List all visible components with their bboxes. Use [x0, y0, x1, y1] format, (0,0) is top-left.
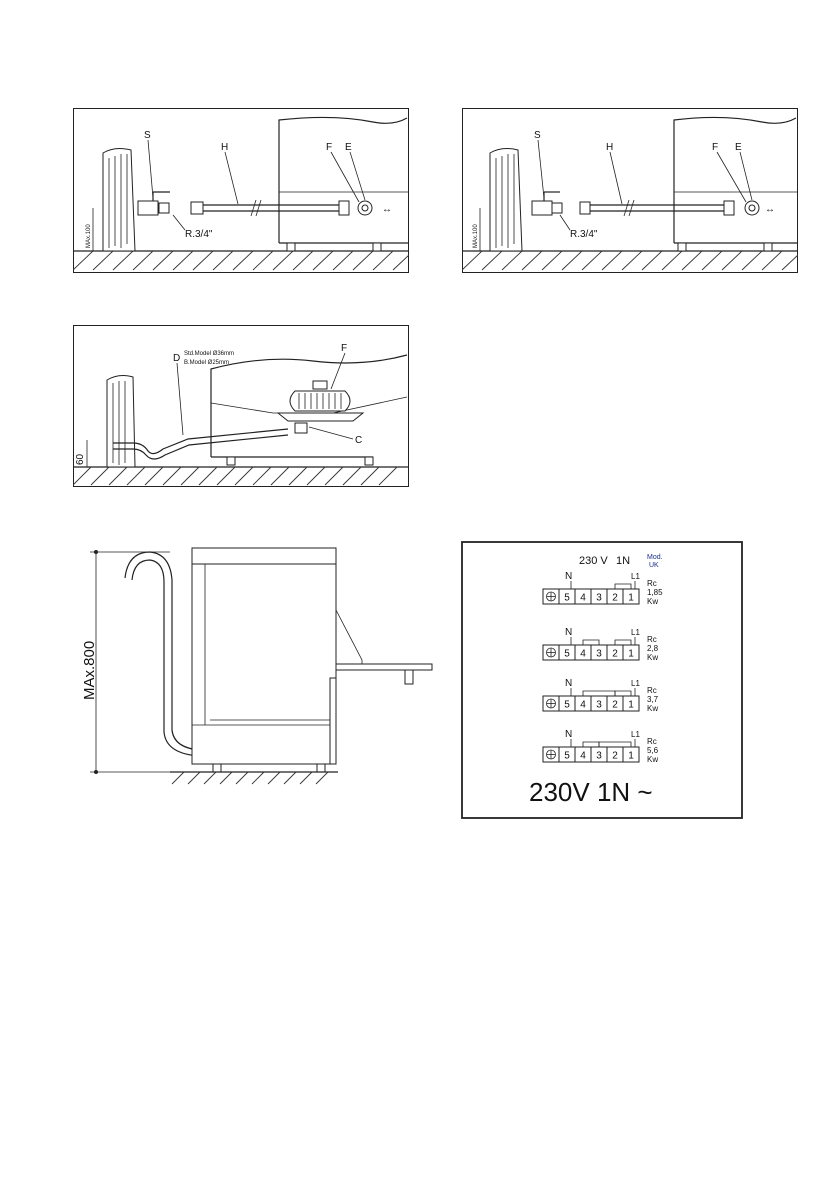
floor-hatch: [462, 251, 798, 270]
label-s: S: [144, 130, 151, 141]
terminal-number: 1: [628, 648, 634, 660]
label-n: N: [565, 627, 573, 638]
wiring-diagram: [461, 541, 743, 819]
label-l1: L1: [631, 679, 640, 688]
power-label: 2,8: [647, 644, 659, 653]
terminal-number: 5: [564, 648, 570, 660]
mod-label: Mod.: [647, 554, 663, 561]
terminal-number: 4: [580, 699, 586, 711]
voltage-label: 230 V: [579, 555, 608, 567]
label-n: N: [565, 678, 573, 689]
floor-hatch: [73, 467, 409, 485]
tap-valve: [138, 201, 158, 215]
label-e: E: [735, 142, 742, 153]
terminal-number: 3: [596, 699, 602, 711]
height-note: MAx.100: [473, 224, 479, 248]
inlet-fitting: [745, 201, 759, 215]
power-label: Rc: [647, 579, 657, 588]
terminal-number: 3: [596, 750, 602, 762]
footer-voltage: 230V 1N ~: [529, 777, 653, 807]
terminal-number: 4: [580, 648, 586, 660]
terminal-number: 3: [596, 592, 602, 604]
label-f: F: [712, 142, 719, 153]
terminal-number: 1: [628, 699, 634, 711]
machine-body: [279, 117, 407, 243]
machine-body: [674, 117, 796, 243]
power-label: 1,85: [647, 588, 663, 597]
label-f: F: [341, 343, 348, 354]
power-label: Kw: [647, 653, 659, 662]
label-n: N: [565, 571, 573, 582]
terminal-number: 2: [612, 592, 618, 604]
wall: [107, 376, 135, 467]
terminal-number: 3: [596, 648, 602, 660]
label-e: E: [345, 142, 352, 153]
terminal-number: 4: [580, 750, 586, 762]
uk-label: UK: [649, 562, 659, 569]
label-s: S: [534, 130, 541, 141]
power-label: Rc: [647, 686, 657, 695]
label-d: D: [173, 353, 181, 364]
terminal-number: 5: [564, 750, 570, 762]
terminal-number: 1: [628, 592, 634, 604]
max-height-note: MAx.800: [81, 640, 98, 700]
label-h: H: [606, 142, 614, 153]
terminal-number: 2: [612, 648, 618, 660]
power-label: Kw: [647, 755, 659, 764]
power-label: 3,7: [647, 695, 659, 704]
terminal-number: 5: [564, 592, 570, 604]
std-model-note: Std.Model Ø36mm: [184, 351, 235, 357]
label-n: N: [565, 729, 573, 740]
power-label: 5,6: [647, 746, 659, 755]
water-connection-diagram-left: [73, 108, 409, 273]
tap-valve: [532, 201, 552, 215]
terminal-number: 4: [580, 592, 586, 604]
terminal-number: 2: [612, 750, 618, 762]
terminal-number: 5: [564, 699, 570, 711]
height-note: MAx.100: [86, 224, 92, 248]
power-label: Kw: [647, 597, 659, 606]
b-model-note: B.Model Ø25mm: [184, 360, 230, 366]
filter-basket: [278, 381, 363, 433]
symbol-joint: ↔: [382, 204, 392, 215]
wall: [103, 149, 135, 251]
drain-connection-diagram: [73, 325, 409, 487]
label-l1: L1: [631, 628, 640, 637]
dishwasher-side: [192, 548, 432, 772]
inlet-fitting: [358, 201, 372, 215]
terminal-number: 1: [628, 750, 634, 762]
floor-hatch: [73, 251, 409, 270]
power-label: Kw: [647, 704, 659, 713]
label-h: H: [221, 142, 229, 153]
label-l1: L1: [631, 730, 640, 739]
power-label: Rc: [647, 737, 657, 746]
label-c: C: [355, 435, 363, 446]
phase-label: 1N: [616, 555, 631, 567]
water-connection-diagram-right: [462, 108, 798, 273]
terminal-number: 2: [612, 699, 618, 711]
drain-height-diagram: [70, 540, 440, 790]
power-label: Rc: [647, 635, 657, 644]
label-l1: L1: [631, 572, 640, 581]
floor-hatch: [170, 772, 338, 784]
thread-label: R.3/4": [185, 229, 213, 240]
label-f: F: [326, 142, 333, 153]
wall: [490, 149, 522, 251]
drain-hose: [125, 552, 200, 750]
thread-label: R.3/4": [570, 229, 598, 240]
symbol-joint: ↔: [765, 204, 775, 215]
height-value: 60: [75, 453, 86, 465]
